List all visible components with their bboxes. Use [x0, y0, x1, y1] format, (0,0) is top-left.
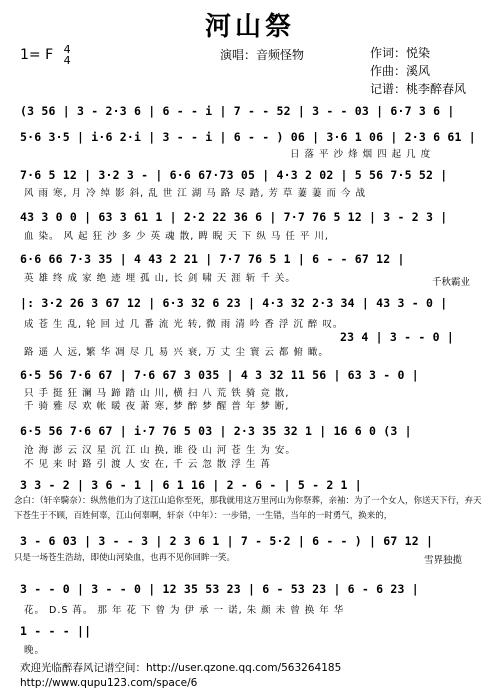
lyric-line-9a: 沧 海 澎 云 汉 星 沉 江 山 换, 谁 役 山 河 苍 生 为 安。 — [24, 445, 296, 455]
score-line-6: |: 3·2 26 3 67 12 | 6·3 32 6 23 | 4·3 32 2·3 34 | 43 3 - 0 | — [20, 296, 448, 310]
lyric-line-4: 血 染。 风 起 狂 沙 多 少 英 魂 散, 睥 睨 天 下 纵 马 任 平 川, — [24, 231, 329, 241]
singer-credit: 演唱：音频怪物 — [220, 48, 305, 62]
lyricist-credit: 作词：悦染 — [370, 46, 431, 60]
score-line-11: 3 - 6 03 | 3 - - 3 | 2 3 6 1 | 7 - 5·2 | 6 - - ) | 67 12 | — [20, 534, 434, 548]
lyric-line-13: 晚。 — [24, 645, 46, 655]
score-line-3: 7·6 5 12 | 3·2 3 - | 6·6 67·73 05 | 4·3 2 02 | 5 56 7·5 52 | — [20, 168, 448, 182]
score-line-2: 5·6 3·5 | i·6 2·i | 3 - - i | 6 - - ) 06 | 3·6 1 06 | 2·3 6 61 | — [20, 130, 476, 144]
transcriber-credit: 记谱：桃李醉春风 — [370, 82, 467, 96]
footer-line-1: 欢迎光临醉春风记谱空间：http://user.qzone.qq.com/563264185 — [20, 662, 342, 674]
lyric-line-7: 路 遥 人 远, 繁 华 凋 尽 几 易 兴 衰, 万 丈 尘 寰 云 都 俯 瞰。 — [24, 347, 329, 357]
score-line-1: (3 56 | 3 - 2·3 6 | 6 - - i | 7 - - 52 | 3 - - 03 | 6·7 3 6 | — [20, 104, 455, 118]
lyric-line-5: 英 雄 终 成 家 绝 迹 埋 孤 山, 长 剑 啸 天 涯 斩 千 关。 — [24, 273, 296, 283]
time-top: 4 — [63, 43, 71, 56]
song-title: 河山祭 — [204, 12, 295, 42]
lyric-line-6: 成 苍 生 乱, 轮 回 过 几 番 流 光 转, 微 雨 清 吟 香 浮 沉 醉 叹。 — [24, 319, 344, 329]
lyric-line-12: 花。 D.S 苒。 那 年 花 下 曾 为 伊 承 一 诺, 朱 颜 未 曾 换 年 华 — [24, 605, 345, 615]
lyric-line-2: 日 落 平 沙 烽 烟 四 起 几 度 — [290, 149, 432, 159]
score-line-4: 43 3 0 0 | 63 3 61 1 | 2·2 22 36 6 | 7·7 76 5 12 | 3 - 2 3 | — [20, 210, 448, 224]
score-line-8: 6·5 56 7·6 67 | 7·6 67 3 035 | 4 3 32 11 56 | 63 3 - 0 | — [20, 368, 419, 382]
footer-line-2: http://www.qupu123.com/space/6 — [20, 677, 198, 689]
lyric-line-3: 风 雨 寒, 月 冷 绰 影 斜, 乱 世 江 湖 马 路 尽 踏, 芳 草 萋 萋 而 今 战 — [24, 188, 366, 198]
score-line-13: 1 - - - || — [20, 624, 92, 638]
score-line-7: 23 4 | 3 - - 0 | — [340, 330, 454, 344]
time-signature — [64, 44, 71, 66]
side-lyric-5: 千秋霸业 — [432, 277, 471, 288]
narration-text: 念白：（轩辛騎奈）：纵然他们为了这江山追你至死，那我就用这万里河山为你祭葬，亲袖：为了一个女人，你送天下行，弃天下苍生于不顾，百姓何辜，江山何辜啊，轩奈（中年）：一步错，一生错，当年的一时勇气，换来的， — [14, 496, 482, 521]
lyric-line-8a: 只 手 挺 狂 澜 马 蹄 踏 山 川, 横 扫 八 荒 铁 骑 竞 散, — [24, 388, 290, 398]
lyric-line-8b: 千 骑 雅 尽 欢 帐 暖 夜 萧 寒, 梦 醉 梦 醒 普 年 梦 断, — [24, 401, 290, 411]
key-label: 1= F — [20, 47, 54, 63]
composer-credit: 作曲：溪风 — [370, 64, 431, 78]
score-line-9: 6·5 56 7·6 67 | i·7 76 5 03 | 2·3 35 32 1 | 16 6 0 (3 | — [20, 424, 412, 438]
time-bottom: 4 — [63, 54, 71, 67]
score-line-12: 3 - - 0 | 3 - - 0 | 12 35 53 23 | 6 - 53 23 | 6 - 6 23 | — [20, 582, 419, 596]
side-lyric-11: 雪界独揽 — [424, 555, 463, 566]
key-signature — [20, 44, 71, 66]
narration-text-2: 只是一场苍生浩劫，即使山河染血，也再不见你回眸一笑。 — [14, 553, 236, 563]
lyric-line-9b: 不 见 来 时 路 引 渡 人 安 在, 千 云 忽 散 浮 生 苒 — [24, 459, 271, 469]
score-line-10: 3 3 - 2 | 3 6 - 1 | 6 1 16 | 2 - 6 - | 5 - 2 1 | — [20, 478, 362, 492]
score-line-5: 6·6 66 7·3 35 | 4 43 2 21 | 7·7 76 5 1 | 6 - - 67 12 | — [20, 252, 405, 266]
